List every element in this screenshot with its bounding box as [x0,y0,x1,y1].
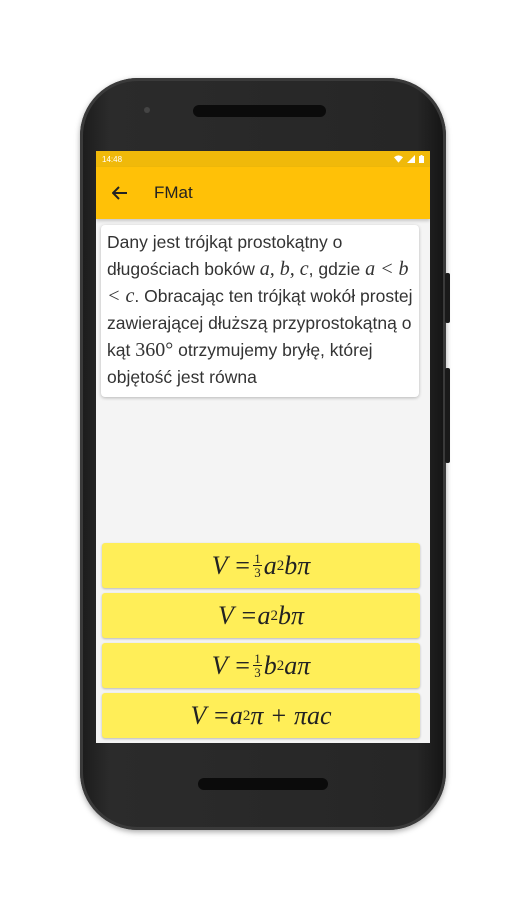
question-text-3: . Obracając ten trójkąt wokół prostej zawierającej dłuższą przyprostokątną o kąt [107,286,413,360]
status-icons [394,155,424,163]
fraction-numerator: 1 [254,651,261,666]
answer-lhs: V = [190,700,230,730]
power-button [445,368,450,463]
answer-option-1[interactable]: V = $\frac{1}{3}$ a 2 bπ [102,543,420,588]
status-time: 14:48 [102,154,123,164]
answer-rest: aπ [284,650,311,680]
answer-option-2[interactable]: V = a 2 bπ [102,593,420,638]
fraction-numerator: 1 [254,551,261,566]
back-button[interactable] [96,167,144,219]
phone-frame [80,78,446,830]
fraction-denominator: 3 [254,665,261,680]
answer-base: a [229,700,243,730]
wifi-icon [394,155,403,163]
answer-fraction [253,552,262,579]
front-camera [144,107,150,113]
question-math-sides: a, b, c [259,258,309,280]
bottom-speaker [198,778,328,790]
answer-base: b [263,650,277,680]
answer-option-4[interactable]: V = a 2 π + πac [102,693,420,738]
answer-option-3[interactable]: V = $\frac{1}{3}$ b 2 aπ [102,643,420,688]
arrow-left-icon [112,186,128,200]
answer-list [102,543,420,743]
question-math-angle: 360° [135,339,174,361]
answer-base: a [257,600,271,630]
question-text-1: Dany jest trójkąt prostokątny o długościach boków [107,232,343,279]
question-text-2: , gdzie [308,259,366,279]
answer-rest: π + πac [250,700,332,730]
answer-base: a [263,550,277,580]
answer-lhs: V = [211,550,252,580]
answer-fraction [253,652,262,679]
volume-button [445,273,450,323]
question-math-inequality: a < b < c [107,258,409,307]
battery-icon [419,155,424,163]
status-bar [96,151,430,167]
answer-rest: bπ [277,600,304,630]
app-screen [96,151,430,743]
answer-lhs: V = [218,600,258,630]
app-title: FMat [154,183,193,202]
question-text-4: otrzymujemy bryłę, której objętość jest równa [107,340,373,387]
answer-lhs: V = [211,650,252,680]
earpiece-speaker [193,105,326,117]
app-bar [96,167,430,219]
answer-rest: bπ [284,550,311,580]
question-card [101,225,419,397]
fraction-denominator: 3 [254,565,261,580]
signal-icon [407,155,415,163]
